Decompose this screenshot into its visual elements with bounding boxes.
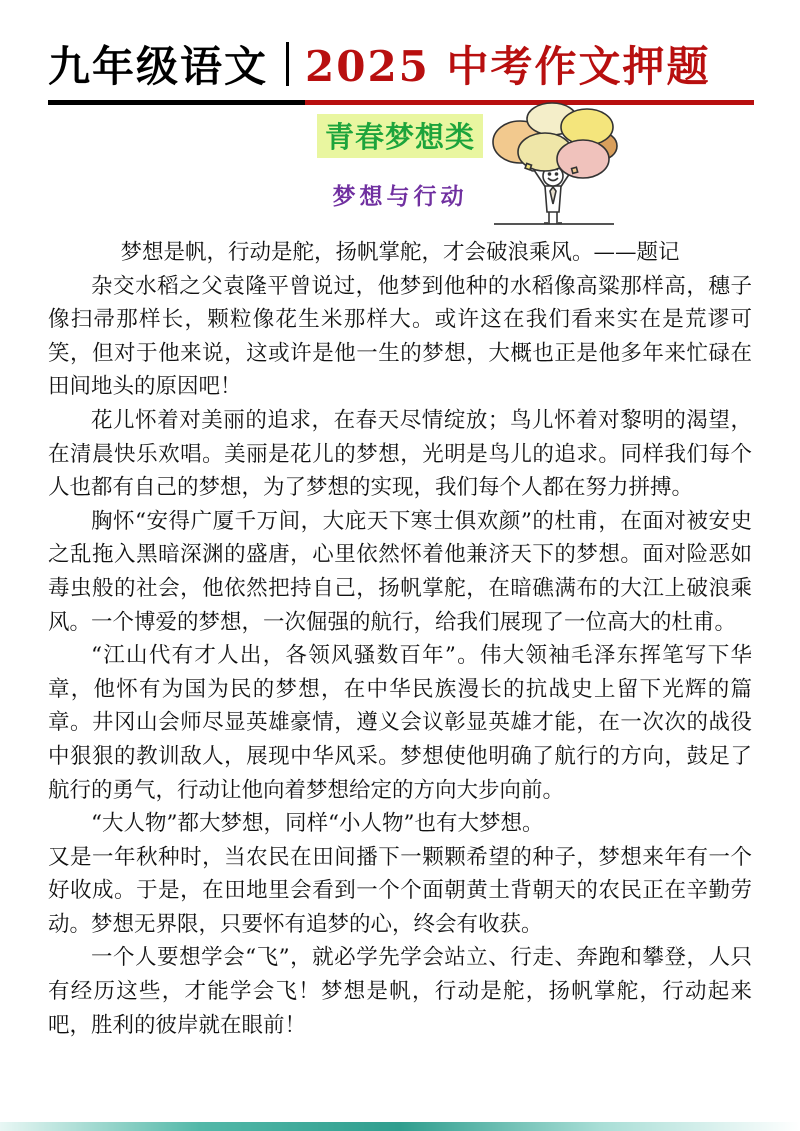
page-header	[48, 34, 754, 105]
essay-paragraphs	[48, 270, 752, 1043]
essay-paragraph: 又是一年秋种时，当农民在田间播下一颗颗希望的种子，梦想来年有一个好收成。于是，在田地里会看到一个个面朝黄土背朝天的农民正在辛勤劳动。梦想无界限，只要怀有追梦的心，终会有收获。	[48, 844, 752, 937]
essay-title: 梦想与行动	[332, 183, 468, 210]
essay-paragraph: 胸怀“安得广厦千万间，大庇天下寒士俱欢颜”的杜甫，在面对被安史之乱拖入黑暗深渊的盛唐，心里依然怀着他兼济天下的梦想。面对险恶如毒虫般的社会，他依然把持自己，扬帆掌舵，在暗礁满布的大江上破浪乘风。一个博爱的梦想，一次倔强的航行，给我们展现了一位高大的杜甫。	[48, 508, 752, 635]
essay-paragraph: 花儿怀着对美丽的追求，在春天尽情绽放；鸟儿怀着对黎明的渴望，在清晨快乐欢唱。美丽是花儿的梦想，光明是鸟儿的追求。同样我们每个人也都有自己的梦想，为了梦想的实现，我们每个人都在努力拼搏。	[48, 407, 752, 501]
epigraph: 梦想是帆，行动是舵，扬帆掌舵，才会破浪乘风。——题记	[120, 240, 680, 265]
essay-body	[48, 236, 752, 1042]
essay-paragraph: 杂交水稻之父袁隆平曾说过，他梦到他种的水稻像高粱那样高，穗子像扫帚那样长，颗粒像花生米那样大。或许这在我们看来实在是荒谬可笑，但对于他来说，这或许是他一生的梦想，大概也正是他多年来忙碌在田间地头的原因吧！	[48, 273, 752, 400]
essay-paragraph: 一个人要想学会“飞”，就必学先学会站立、行走、奔跑和攀登，人只有经历这些，才能学会飞！梦想是帆，行动是舵，扬帆掌舵，行动起来吧，胜利的彼岸就在眼前！	[48, 945, 752, 1038]
title-divider	[286, 42, 289, 86]
header-left-group	[48, 34, 305, 105]
category-row	[0, 114, 800, 158]
essay-paragraph: “大人物”都大梦想，同样“小人物”也有大梦想。	[91, 811, 544, 837]
footer-gradient-bar	[0, 1122, 800, 1131]
dream-clouds-illustration	[482, 98, 624, 234]
essay-paragraph: “江山代有才人出，各领风骚数百年”。伟大领袖毛泽东挥笔写下华章，他怀有为国为民的梦想，在中华民族漫长的抗战史上留下光辉的篇章。井冈山会师尽显英雄豪情，遵义会议彰显英雄才能，在一次次的战役中狠狠的教训敌人，展现中华风采。梦想使他明确了航行的方向，鼓足了航行的勇气，行动让他向着梦想给定的方向大步向前。	[48, 643, 752, 803]
category-badge: 青春梦想类	[317, 114, 483, 158]
dream-clouds	[493, 103, 617, 178]
essay-title-row	[0, 178, 800, 211]
exam-title: 2025 中考作文押题	[305, 42, 711, 91]
grade-title: 九年级语文	[48, 42, 269, 91]
exam-title-underline	[305, 34, 754, 105]
